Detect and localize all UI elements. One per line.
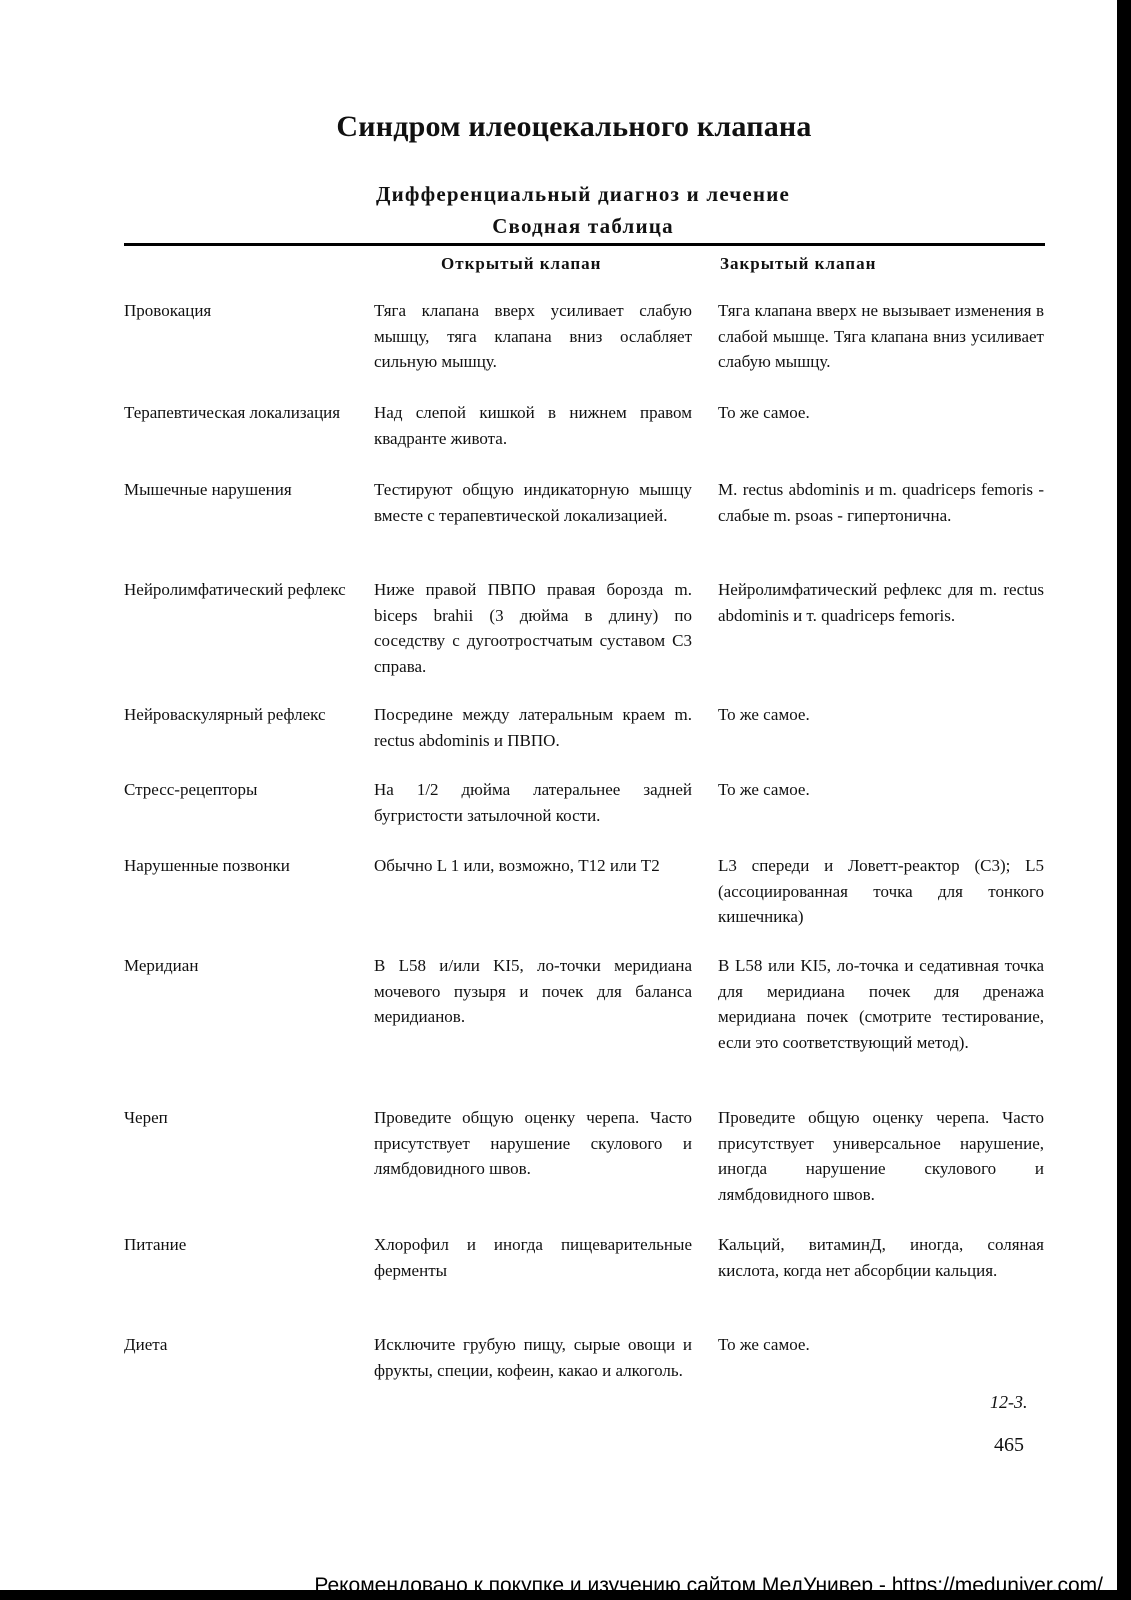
column-header-open: Открытый клапан xyxy=(441,254,602,273)
footer-recommendation: Рекомендовано к покупке и изучению сайтом МедУнивер - https://meduniver.com/ xyxy=(314,1574,1103,1597)
row-label: Череп xyxy=(124,1108,168,1127)
open-valve-cell: Над слепой кишкой в нижнем правом квадранте живота. xyxy=(374,403,692,448)
open-valve-cell: Тяга клапана вверх усиливает слабую мышцу, тяга клапана вниз ослабляет сильную мышцу. xyxy=(374,301,692,371)
closed-valve-cell: Проведите общую оценку черепа. Часто присутствует универсальное нарушение, иногда нарушение скулового и лямбдовидного швов. xyxy=(718,1108,1044,1204)
closed-valve-cell: M. rectus abdominis и m. quadriceps femoris - слабые m. psoas - гипертонична. xyxy=(718,480,1044,525)
row-label: Нейролимфатический рефлекс xyxy=(124,580,346,599)
open-valve-cell: Тестируют общую индикаторную мышцу вместе с терапевтической локализацией. xyxy=(374,480,692,525)
row-label: Стресс-рецепторы xyxy=(124,780,258,799)
open-valve-cell: Ниже правой ПВПО правая борозда m. biceps brahii (3 дюйма в длину) по соседству с дугоотростчатым суставом С3 справа. xyxy=(374,580,692,676)
closed-valve-cell: То же самое. xyxy=(718,780,810,799)
closed-valve-cell: Нейролимфатический рефлекс для m. rectus abdominis и т. quadriceps femoris. xyxy=(718,580,1044,625)
page-title: Синдром илеоцекального клапана xyxy=(336,110,812,143)
open-valve-cell: В L58 и/или KI5, ло-точки меридиана мочевого пузыря и почек для баланса меридианов. xyxy=(374,956,692,1026)
row-label: Провокация xyxy=(124,301,212,320)
open-valve-cell: Хлорофил и иногда пищеварительные ферменты xyxy=(374,1235,692,1280)
open-valve-cell: Обычно L 1 или, возможно, Т12 или Т2 xyxy=(374,856,660,875)
open-valve-cell: Посредине между латеральным краем m. rectus abdominis и ПВПО. xyxy=(374,705,692,750)
closed-valve-cell: То же самое. xyxy=(718,403,810,422)
row-label: Мышечные нарушения xyxy=(124,480,292,499)
row-label: Нейроваскулярный рефлекс xyxy=(124,705,326,724)
row-label: Терапевтическая локализация xyxy=(124,403,341,422)
row-label: Диета xyxy=(124,1335,168,1354)
table-top-rule xyxy=(124,243,1045,246)
subtitle-line-1: Дифференциальный диагноз и лечение xyxy=(375,182,791,206)
open-valve-cell: Исключите грубую пищу, сырые овощи и фрукты, специи, кофеин, какао и алкоголь. xyxy=(374,1335,692,1380)
closed-valve-cell: L3 спереди и Ловетт-реактор (С3); L5 (ассоциированная точка для тонкого кишечника) xyxy=(718,856,1044,926)
subtitle xyxy=(0,178,1131,242)
closed-valve-cell: Тяга клапана вверх не вызывает изменения в слабой мышце. Тяга клапана вниз усиливает слабую мышцу. xyxy=(718,301,1044,371)
open-valve-cell: На 1/2 дюйма латеральнее задней бугристости затылочной кости. xyxy=(374,780,692,825)
closed-valve-cell: В L58 или KI5, ло-точка и седативная точка для меридиана почек для дренажа меридиана почек (смотрите тестирование, если это соответствующий метод). xyxy=(718,956,1044,1052)
closed-valve-cell: Кальций, витаминД, иногда, соляная кислота, когда нет абсорбции кальция. xyxy=(718,1235,1044,1280)
open-valve-cell: Проведите общую оценку черепа. Часто присутствует нарушение скулового и лямбдовидного швов. xyxy=(374,1108,692,1178)
row-label: Питание xyxy=(124,1235,187,1254)
figure-reference: 12-3. xyxy=(990,1392,1028,1412)
closed-valve-cell: То же самое. xyxy=(718,705,810,724)
row-label: Нарушенные позвонки xyxy=(124,856,290,875)
row-label: Меридиан xyxy=(124,956,199,975)
subtitle-line-2: Сводная таблица xyxy=(492,214,674,238)
closed-valve-cell: То же самое. xyxy=(718,1335,810,1354)
page-number: 465 xyxy=(994,1434,1024,1456)
column-header-closed: Закрытый клапан xyxy=(720,254,877,273)
